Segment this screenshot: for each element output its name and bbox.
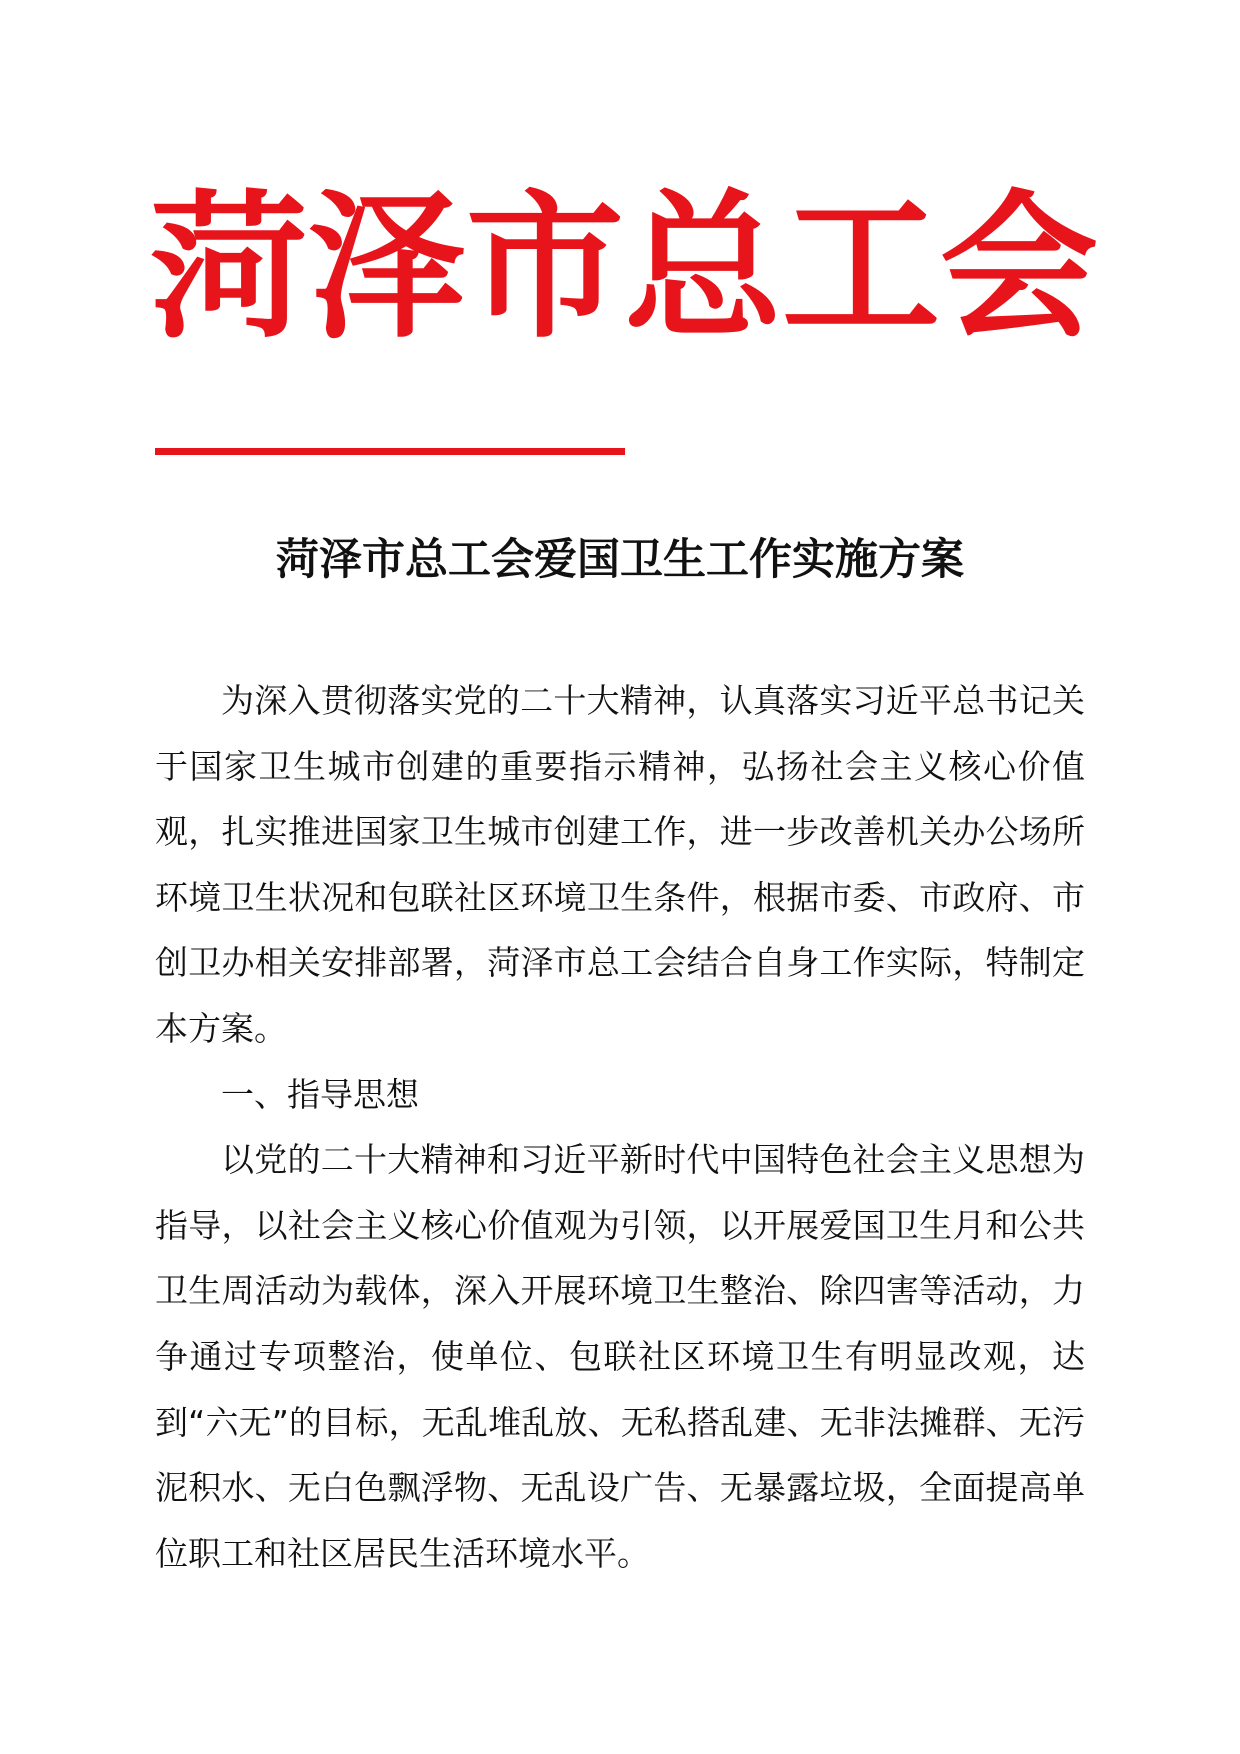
letterhead-char: 泽 — [308, 175, 466, 360]
letterhead — [150, 175, 1098, 360]
letterhead-divider — [155, 448, 625, 455]
letterhead-char: 总 — [624, 175, 782, 360]
letterhead-char: 会 — [940, 175, 1098, 360]
section-heading: 一、指导思想 — [221, 1074, 419, 1114]
document-title: 菏泽市总工会爱国卫生工作实施方案 — [276, 535, 964, 585]
letterhead-char: 菏 — [150, 175, 308, 360]
body-paragraph: 以党的二十大精神和习近平新时代中国特色社会主义思想为指导，以社会主义核心价值观为引领，以开展爱国卫生月和公共卫生周活动为载体，深入开展环境卫生整治、除四害等活动，力争通过专项整治，使单位、包联社区环境卫生有明显改观，达到“六无”的目标，无乱堆乱放、无私搭乱建、无非法摊群、无污泥积水、无白色飘浮物、无乱设广告、无暴露垃圾，全面提高单位职工和社区居民生活环境水平。 — [155, 1140, 1085, 1573]
document-body — [155, 668, 1085, 1586]
body-paragraph: 为深入贯彻落实党的二十大精神，认真落实习近平总书记关于国家卫生城市创建的重要指示精神，弘扬社会主义核心价值观，扎实推进国家卫生城市创建工作，进一步改善机关办公场所环境卫生状况和包联社区环境卫生条件，根据市委、市政府、市创卫办相关安排部署，菏泽市总工会结合自身工作实际，特制定本方案。 — [155, 681, 1085, 1048]
letterhead-char: 工 — [782, 175, 940, 360]
letterhead-char: 市 — [466, 175, 624, 360]
